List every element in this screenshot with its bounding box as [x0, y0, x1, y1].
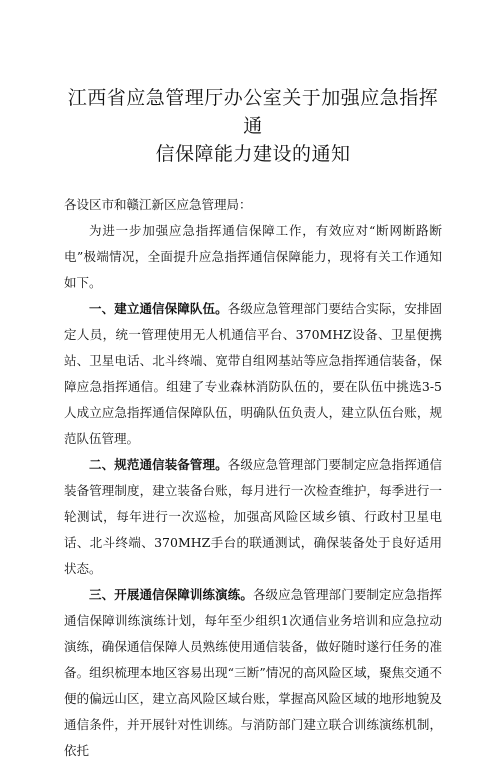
section-1-heading: 一、建立通信保障队伍。 [89, 301, 228, 316]
section-3-heading: 三、开展通信保障训练演练。 [89, 587, 253, 602]
document-title [64, 0, 442, 168]
title-line-2: 信保障能力建设的通知 [155, 143, 351, 165]
title-line-1: 江西省应急管理厅办公室关于加强应急指挥通 [67, 87, 439, 137]
section-2-heading: 二、规范通信装备管理。 [89, 457, 228, 472]
section-3-body: 各级应急管理部门要制定应急指挥通信保障训练演练计划，每年至少组织1次通信业务培训和应急拉动演练，确保通信保障人员熟练使用通信装备，做好随时遂行任务的准备。组织梳理本地区容易出现“三断”情况的高风险区域，聚焦交通不便的偏远山区，建立高风险区域台账，掌握高风险区域的地形地貌及通信条件，并开展针对性训练。与消防部门建立联合训练演练机制，依托 [64, 587, 442, 758]
section-2-body: 各级应急管理部门要制定应急指挥通信装备管理制度，建立装备台账，每月进行一次检查维护，每季进行一轮测试，每年进行一次巡检，加强高风险区域乡镇、行政村卫星电话、北斗终端、370MHZ手台的联通测试，确保装备处于良好适用状态。 [64, 457, 442, 576]
section-2-paragraph [64, 452, 442, 582]
intro-paragraph: 为进一步加强应急指挥通信保障工作，有效应对“断网断路断电”极端情况，全面提升应急指挥通信保障能力，现将有关工作通知如下。 [64, 223, 442, 290]
section-3-paragraph [64, 582, 442, 764]
salutation: 各设区市和赣江新区应急管理局： [64, 197, 252, 212]
section-1-paragraph [64, 296, 442, 452]
section-1-body: 各级应急管理部门要结合实际，安排固定人员，统一管理使用无人机通信平台、370MHZ设备、卫星便携站、卫星电话、北斗终端、宽带自组网基站等应急指挥通信装备，保障应急指挥通信。组建了专业森林消防队伍的，要在队伍中挑选3-5人成立应急指挥通信保障队伍，明确队伍负责人，建立队伍台账，规范队伍管理。 [64, 301, 442, 446]
